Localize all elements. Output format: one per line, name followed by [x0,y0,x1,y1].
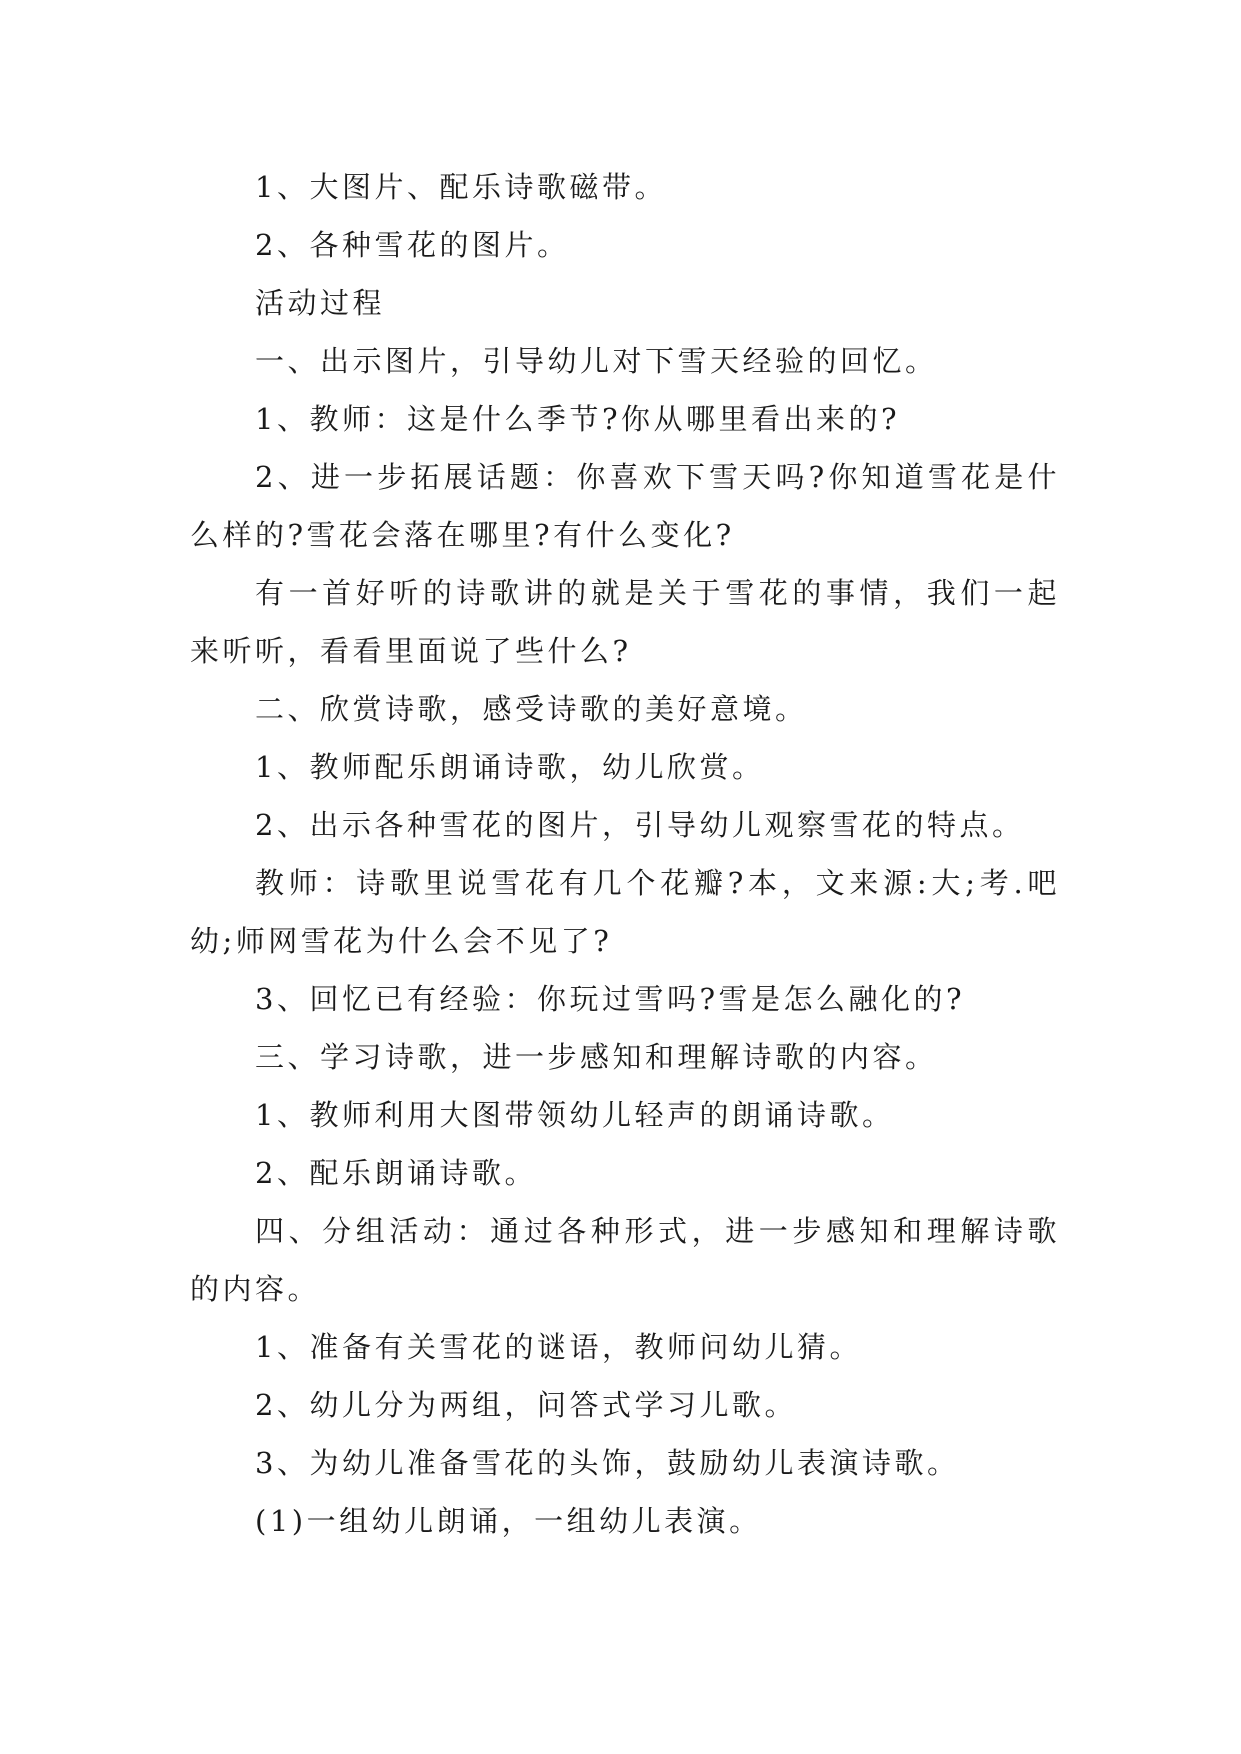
paragraph-step-1-transition: 有一首好听的诗歌讲的就是关于雪花的事情，我们一起来听听，看看里面说了些什么? [190,576,1060,668]
document-body [190,158,1060,1550]
paragraph-step-2-teacher: 教师：诗歌里说雪花有几个花瓣?本，文来源:大;考.吧幼;师网雪花为什么会不见了? [190,866,1060,958]
paragraph-materials-2: 2、各种雪花的图片。 [255,228,570,262]
section-heading-activity-process: 活动过程 [255,286,386,320]
paragraph-step-4-heading: 四、分组活动：通过各种形式，进一步感知和理解诗歌的内容。 [190,1214,1060,1306]
paragraph-step-1-2: 2、进一步拓展话题：你喜欢下雪天吗?你知道雪花是什么样的?雪花会落在哪里?有什么变化? [190,460,1060,552]
paragraph-step-2-2: 2、出示各种雪花的图片，引导幼儿观察雪花的特点。 [255,808,1025,842]
paragraph-step-4-1: 1、准备有关雪花的谜语，教师问幼儿猜。 [255,1330,862,1364]
paragraph-step-4-3-1: (1)一组幼儿朗诵，一组幼儿表演。 [255,1504,762,1538]
paragraph-step-3-2: 2、配乐朗诵诗歌。 [255,1156,537,1190]
paragraph-materials-1: 1、大图片、配乐诗歌磁带。 [255,170,667,204]
paragraph-step-1-1: 1、教师：这是什么季节?你从哪里看出来的? [255,402,901,436]
paragraph-step-4-3: 3、为幼儿准备雪花的头饰，鼓励幼儿表演诗歌。 [255,1446,960,1480]
paragraph-step-2-1: 1、教师配乐朗诵诗歌，幼儿欣赏。 [255,750,765,784]
paragraph-step-2-heading: 二、欣赏诗歌，感受诗歌的美好意境。 [255,692,808,726]
paragraph-step-1-heading: 一、出示图片，引导幼儿对下雪天经验的回忆。 [255,344,938,378]
paragraph-step-3-1: 1、教师利用大图带领幼儿轻声的朗诵诗歌。 [255,1098,895,1132]
paragraph-step-4-2: 2、幼儿分为两组，问答式学习儿歌。 [255,1388,797,1422]
paragraph-step-3-heading: 三、学习诗歌，进一步感知和理解诗歌的内容。 [255,1040,938,1074]
paragraph-step-2-3: 3、回忆已有经验：你玩过雪吗?雪是怎么融化的? [255,982,966,1016]
